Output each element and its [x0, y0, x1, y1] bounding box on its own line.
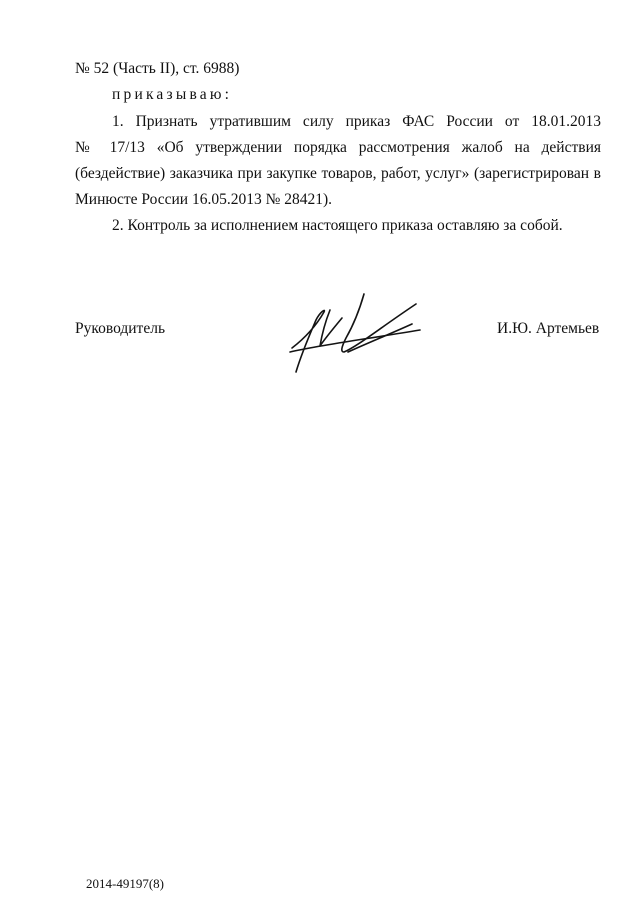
item2-text: 2. Контроль за исполнением настоящего приказа оставляю за собой. [112, 217, 563, 234]
item1-line2 [75, 139, 601, 157]
handwritten-signature [280, 290, 430, 380]
item1-line1 [112, 113, 601, 131]
document-registration-code: 2014-49197(8) [86, 876, 164, 891]
item1-line1-text: 1. Признать утратившим силу приказ ФАС России от 18.01.2013 [112, 113, 601, 130]
item1-line3-text: (бездействие) заказчика при закупке товаров, работ, услуг» (зарегистрирован в [75, 165, 601, 182]
item1-line2-text: № 17/13 «Об утверждении порядка рассмотрения жалоб на действия [75, 139, 601, 156]
item1-line4: Минюсте России 16.05.2013 № 28421). [75, 191, 333, 208]
signatory-position: Руководитель [75, 320, 166, 337]
item1-line3 [75, 165, 601, 183]
signatory-name: И.Ю. Артемьев [497, 320, 600, 337]
order-word: приказываю: [112, 86, 233, 103]
legal-reference-line: № 52 (Часть II), ст. 6988) [75, 60, 240, 77]
